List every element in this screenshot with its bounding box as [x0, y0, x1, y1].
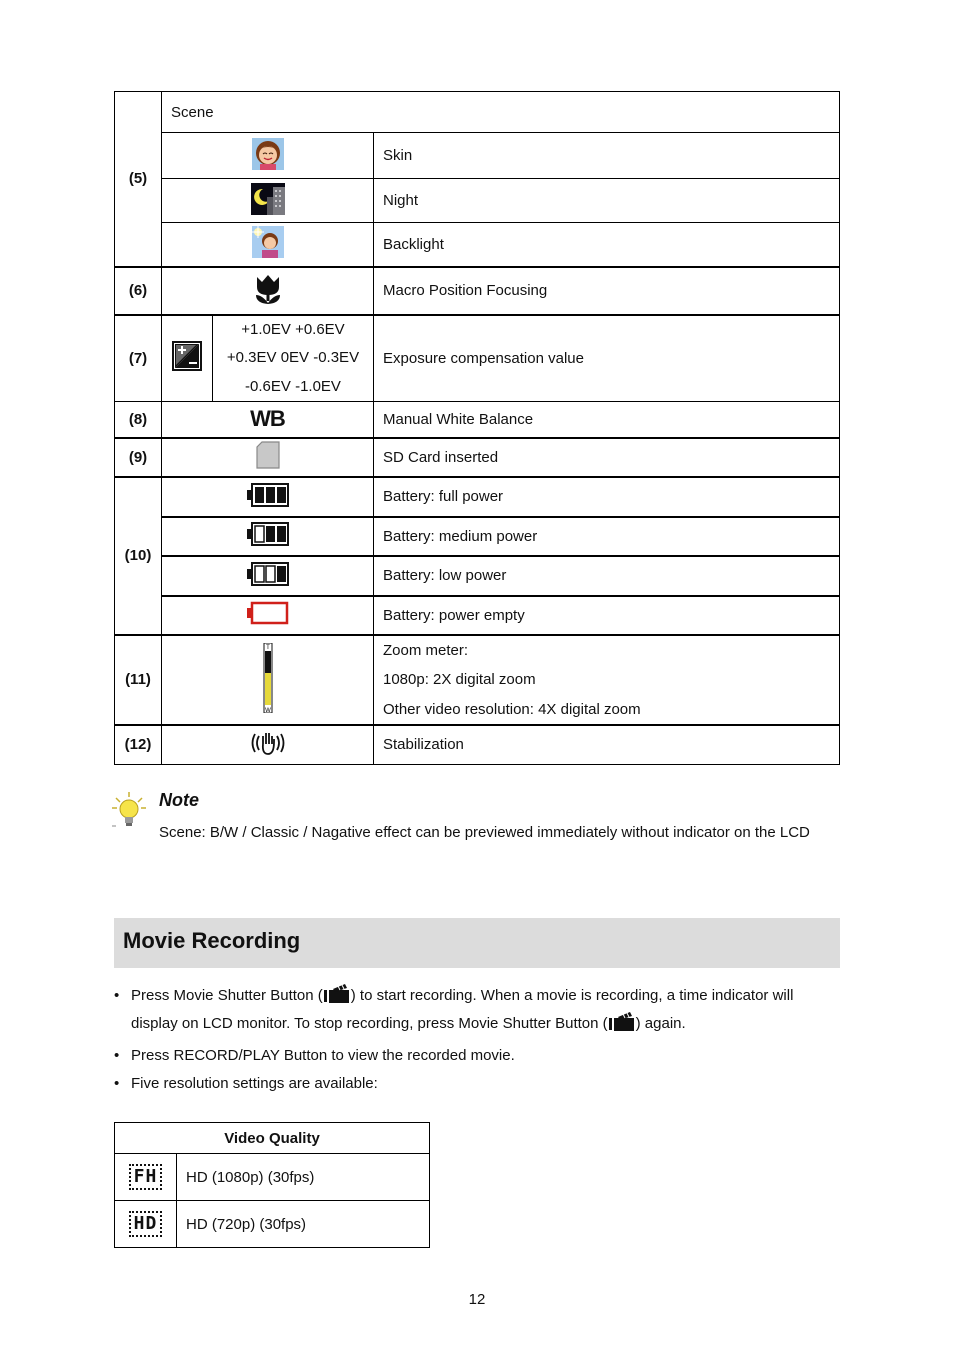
zoom-description — [374, 635, 840, 726]
video-quality-header: Video Quality — [115, 1123, 430, 1154]
row-number: (9) — [115, 438, 162, 477]
fh-resolution-icon — [115, 1154, 177, 1201]
video-quality-table — [114, 1122, 430, 1248]
bullet-list — [114, 984, 840, 1100]
backlight-scene-icon — [162, 223, 374, 267]
battery-empty-icon — [162, 596, 374, 635]
bullet-text: ) again. — [635, 1015, 686, 1032]
lightbulb-icon — [112, 792, 146, 828]
note-text: Scene: B/W / Classic / Nagative effect can be previewed immediately without indicator on the LCD — [159, 824, 810, 841]
bullet-text: Five resolution settings are available: — [131, 1075, 378, 1092]
stabilization-hand-icon — [162, 725, 374, 764]
sd-card-icon — [162, 438, 374, 477]
list-item — [114, 984, 840, 1040]
row-number: (10) — [115, 477, 162, 635]
sd-card-label: SD Card inserted — [374, 438, 840, 477]
zoom-line: Other video resolution: 4X digital zoom — [383, 700, 641, 718]
battery-low-icon — [162, 556, 374, 596]
row-number: (11) — [115, 635, 162, 726]
ev-line: +1.0EV +0.6EV — [241, 320, 345, 338]
white-balance-icon — [162, 402, 374, 438]
night-scene-icon — [162, 179, 374, 223]
movie-camera-icon — [324, 984, 350, 1012]
zoom-meter-icon — [162, 635, 374, 726]
row-number: (5) — [115, 92, 162, 267]
fh-icon-text: FH — [129, 1164, 163, 1190]
section-title: Movie Recording — [123, 928, 301, 953]
list-item — [114, 1044, 840, 1068]
macro-tulip-icon — [162, 267, 374, 315]
bullet-text: ) to start recording. When a movie is recording, a time indicator will display on LCD monitor. To stop recording, press Movie Shutter Button ( — [131, 987, 794, 1032]
battery-low-label: Battery: low power — [374, 556, 840, 596]
bullet-marker: • — [114, 1047, 120, 1064]
bullet-marker: • — [114, 1075, 120, 1092]
scene-header: Scene — [162, 92, 840, 133]
battery-full-label: Battery: full power — [374, 477, 840, 517]
exposure-plus-minus-icon — [162, 315, 213, 402]
battery-medium-icon — [162, 517, 374, 556]
ev-line: -0.6EV -1.0EV — [245, 377, 341, 395]
movie-camera-icon — [609, 1012, 635, 1040]
scene-backlight-label: Backlight — [374, 223, 840, 267]
hd-resolution-label: HD (720p) (30fps) — [177, 1201, 430, 1248]
zoom-top-label: T — [265, 644, 270, 651]
row-number: (7) — [115, 315, 162, 402]
note-title: Note — [159, 790, 199, 810]
ev-line: +0.3EV 0EV -0.3EV — [226, 349, 360, 366]
battery-full-icon — [162, 477, 374, 517]
white-balance-label: Manual White Balance — [374, 402, 840, 438]
exposure-label: Exposure compensation value — [374, 315, 840, 402]
zoom-line: Zoom meter: — [383, 641, 469, 659]
list-item — [114, 1072, 840, 1096]
hd-resolution-icon — [115, 1201, 177, 1248]
battery-empty-label: Battery: power empty — [374, 596, 840, 635]
page-number: 12 — [468, 1291, 486, 1308]
icon-reference-table — [114, 91, 840, 765]
battery-medium-label: Battery: medium power — [374, 517, 840, 556]
zoom-line: 1080p: 2X digital zoom — [383, 671, 536, 688]
bullet-text: Press RECORD/PLAY Button to view the recorded movie. — [131, 1047, 515, 1064]
macro-label: Macro Position Focusing — [374, 267, 840, 315]
zoom-bottom-label: W — [264, 707, 271, 713]
ev-values — [213, 315, 374, 402]
stabilization-label: Stabilization — [374, 725, 840, 764]
row-number: (6) — [115, 267, 162, 315]
row-number: (8) — [115, 402, 162, 438]
scene-night-label: Night — [374, 179, 840, 223]
hd-icon-text: HD — [129, 1211, 163, 1237]
row-number: (12) — [115, 725, 162, 764]
section-header — [114, 918, 840, 968]
wb-icon-text: WB — [250, 406, 285, 432]
fh-resolution-label: HD (1080p) (30fps) — [177, 1154, 430, 1201]
bullet-text: Press Movie Shutter Button ( — [131, 987, 323, 1004]
scene-skin-label: Skin — [374, 133, 840, 179]
face-skin-icon — [162, 133, 374, 179]
bullet-marker: • — [114, 987, 120, 1004]
